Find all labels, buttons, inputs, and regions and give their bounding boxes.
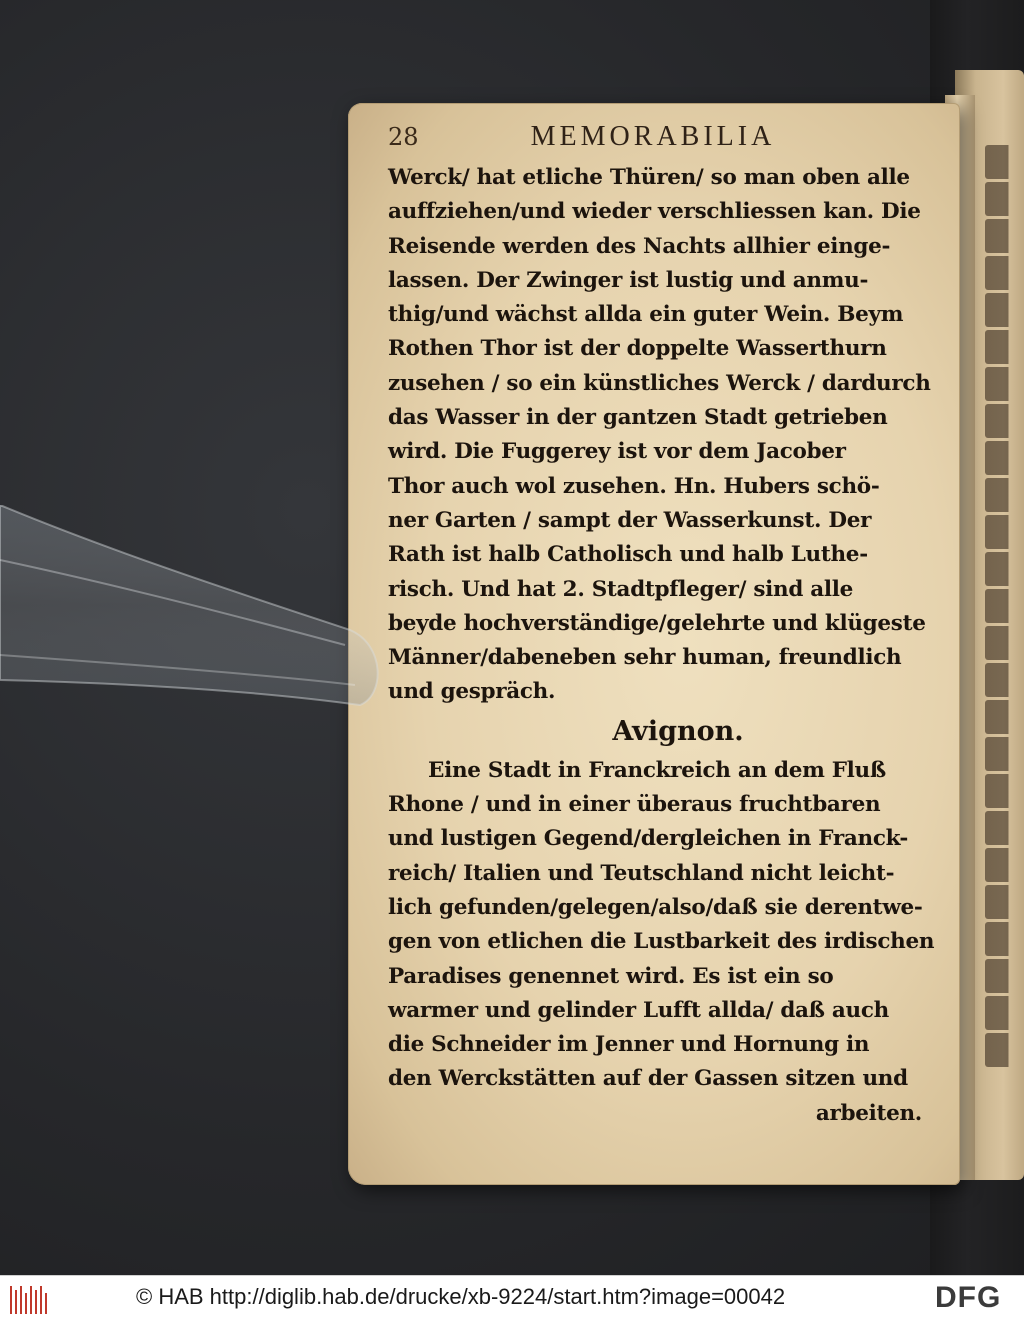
footer-bar xyxy=(0,1275,1024,1323)
page-text-block xyxy=(388,121,935,1131)
text-line: thig/und wächst allda ein guter Wein. Beym xyxy=(388,302,904,328)
text-line: Reisende werden des Nachts allhier einge- xyxy=(388,233,891,259)
text-line: Thor auch wol zusehen. Hn. Hubers schö- xyxy=(388,473,880,499)
text-line: Rhone / und in einer überaus fruchtbaren xyxy=(388,792,881,818)
next-page-text-fragments xyxy=(985,145,1024,1095)
text-line: Werck/ hat etliche Thüren/ so man oben alle xyxy=(388,165,910,190)
text-line: Paradises genennet wird. Es ist ein so xyxy=(388,963,834,989)
text-line: und lustigen Gegend/dergleichen in Franck- xyxy=(388,826,908,852)
book-page xyxy=(348,103,960,1185)
section-heading: Avignon. xyxy=(612,715,744,747)
dfg-logo: DFG xyxy=(935,1281,1002,1314)
text-line: risch. Und hat 2. Stadtpfleger/ sind alle xyxy=(388,576,854,602)
text-line: warmer und gelinder Lufft allda/ daß auch xyxy=(388,997,889,1023)
text-line: lassen. Der Zwinger ist lustig und anmu- xyxy=(388,267,869,293)
text-line: beyde hochverständige/gelehrte und klügeste xyxy=(388,610,926,636)
text-line: das Wasser in der gantzen Stadt getrieben xyxy=(388,405,888,431)
text-line: lich gefunden/gelegen/also/daß sie derentwe- xyxy=(388,894,923,920)
text-line: die Schneider im Jenner und Hornung in xyxy=(388,1032,870,1058)
text-line: ner Garten / sampt der Wasserkunst. Der xyxy=(388,507,872,533)
text-line: Männer/dabeneben sehr human, freundlich xyxy=(388,645,902,671)
text-line: gen von etlichen die Lustbarkeit des irdischen xyxy=(388,929,935,955)
text-line: auffziehen/und wieder verschliessen kan. Die xyxy=(388,199,921,225)
catchword: arbeiten. xyxy=(815,1100,922,1126)
copyright-url: © HAB http://diglib.hab.de/drucke/xb-9224/start.htm?image=00042 xyxy=(136,1284,786,1309)
page-header xyxy=(388,121,928,161)
text-line: Eine Stadt in Franckreich an dem Fluß xyxy=(428,757,886,783)
text-line: und gespräch. xyxy=(388,679,556,705)
text-line: den Werckstätten auf der Gassen sitzen und xyxy=(388,1066,908,1092)
text-line: wird. Die Fuggerey ist vor dem Jacober xyxy=(388,439,846,465)
running-title: MEMORABILIA xyxy=(530,121,776,152)
text-line: Rath ist halb Catholisch und halb Luthe- xyxy=(388,542,868,568)
barcode-logo-icon xyxy=(8,1284,52,1316)
page-number: 28 xyxy=(388,123,419,151)
text-line: reich/ Italien und Teutschland nicht leicht- xyxy=(388,860,895,886)
text-line: Rothen Thor ist der doppelte Wasserthurn xyxy=(388,336,887,362)
text-line: zusehen / so ein künstliches Werck / dardurch xyxy=(388,370,931,396)
